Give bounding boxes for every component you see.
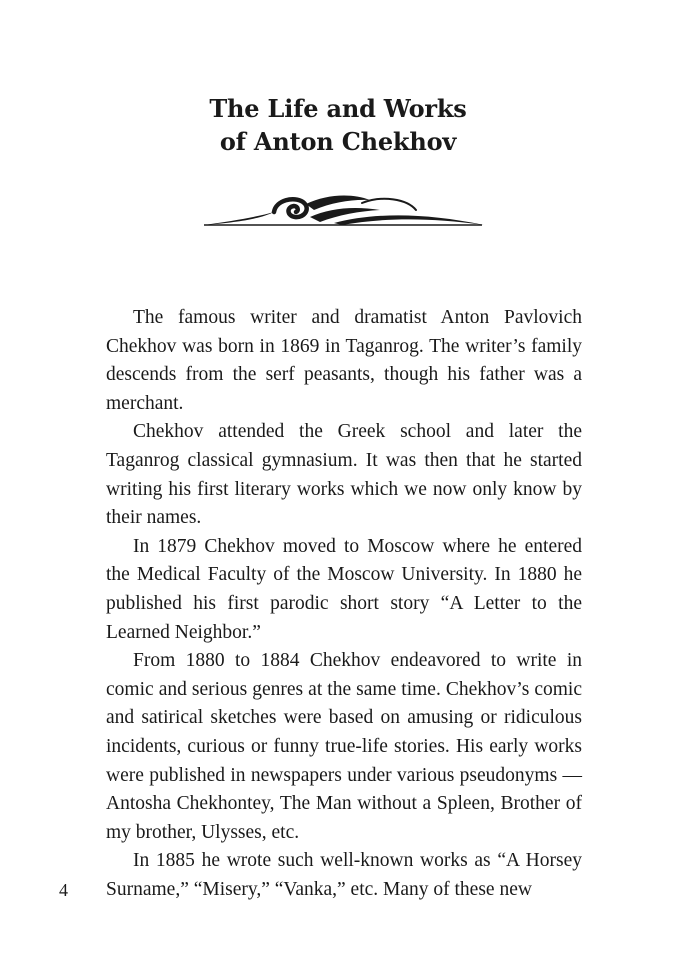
chapter-title-line-2: of Anton Chekhov — [219, 127, 457, 156]
chapter-title-line-1: The Life and Works — [209, 94, 467, 123]
chapter-body — [106, 304, 582, 904]
decorative-flourish-icon — [202, 190, 484, 232]
paragraph-4: From 1880 to 1884 Chekhov endeavored to write in comic and serious genres at the same time. Chekhov’s comic and satirical sketches were based on amusing or ridiculous incidents, curious or funny true-life stories. His early works were published in newspapers under various pseudonyms — Antosha Chekhontey, The Man without a Spleen, Brother of my brother, Ulysses, etc. — [106, 650, 582, 843]
paragraph-3: In 1879 Chekhov moved to Moscow where he entered the Medical Faculty of the Moscow University. In 1880 he published his first parodic short story “A Letter to the Learned Neighbor.” — [106, 535, 582, 643]
page-number: 4 — [59, 880, 68, 900]
chapter-title — [0, 92, 676, 158]
paragraph-1: The famous writer and dramatist Anton Pavlovich Chekhov was born in 1869 in Taganrog. The writer’s family descends from the serf peasants, though his father was a merchant. — [106, 307, 582, 414]
paragraph-2: Chekhov attended the Greek school and later the Taganrog classical gymnasium. It was then that he started writing his first literary works which we now only know by their names. — [106, 421, 582, 529]
paragraph-5: In 1885 he wrote such well-known works as “A Horsey Surname,” “Misery,” “Vanka,” etc. Many of these new — [106, 850, 582, 900]
